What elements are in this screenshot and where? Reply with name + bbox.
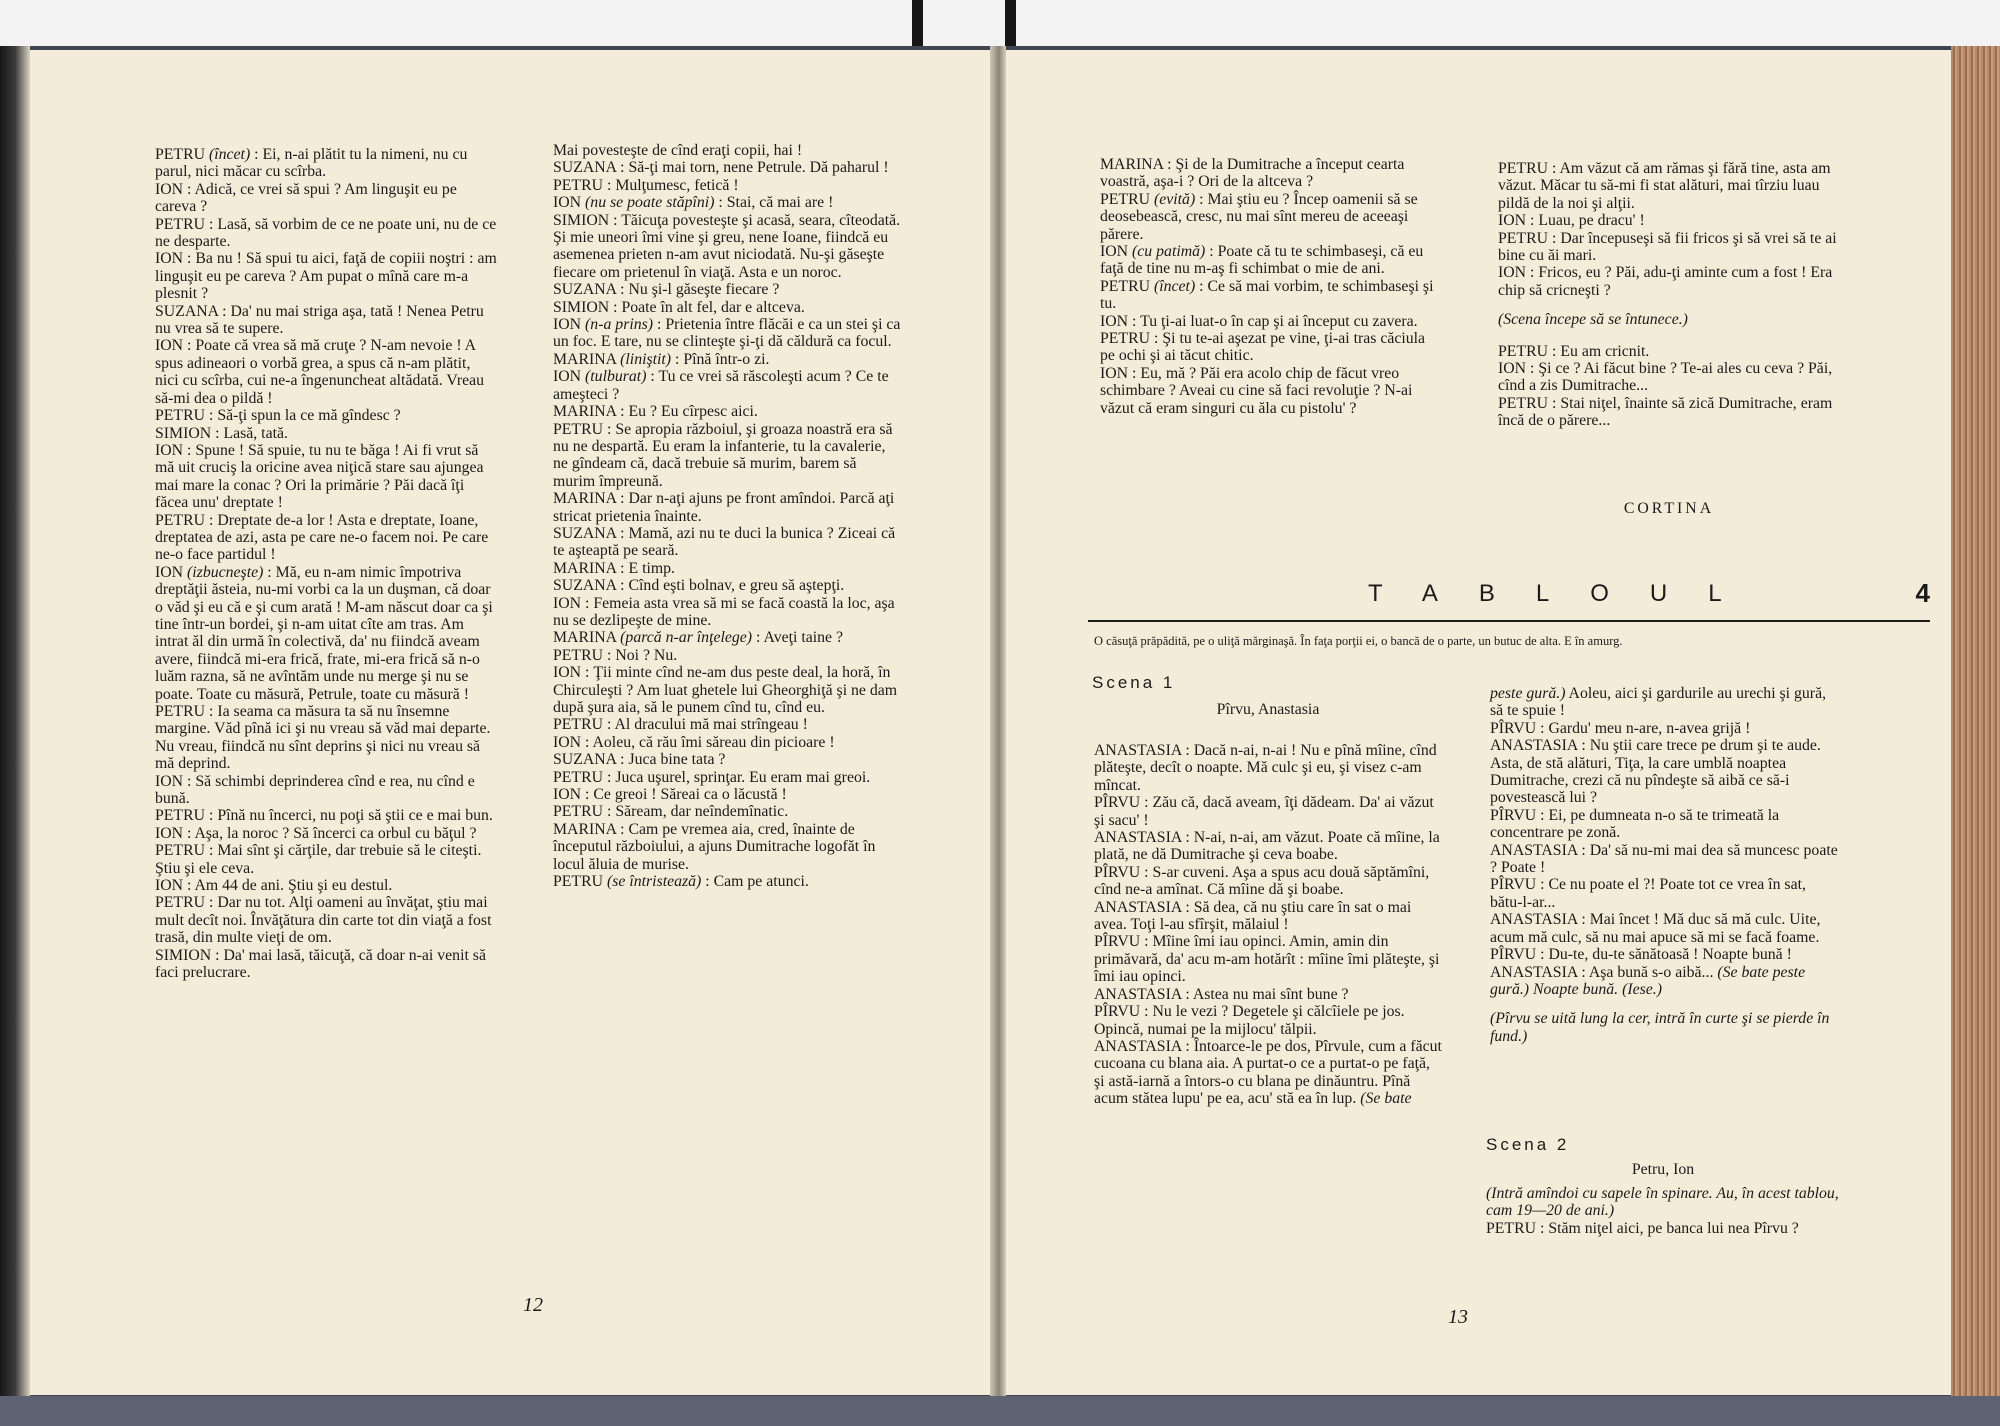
dialogue-line: PÎRVU : Nu le vezi ? Degetele şi călcîiele pe jos. Opincă, numai pe la mijlocu' tălpii. [1094,1003,1405,1038]
left-page-column-2 [553,142,901,890]
scanner-background-bottom [0,1396,2000,1426]
tableau-setting-description: O căsuţă prăpădită, pe o uliţă mărginaşă. În faţa porţii ei, o bancă de o parte, un butuc de alta. E în amurg. [1094,634,1623,648]
dialogue-line [1490,685,1840,720]
speaker-name: ION [155,563,184,581]
right-page-column-4 [1490,685,1840,1057]
speaker-name: ANASTASIA [1094,985,1182,1003]
speaker-name: MARINA [1100,156,1164,173]
speaker-name: PETRU [553,803,604,821]
speaker-name: PETRU [1498,342,1549,360]
dialogue-line: MARINA : Şi de la Dumitrache a început cearta voastră, aşa-i ? Ori de la altceva ? [1100,156,1405,191]
speaker-name: ANASTASIA [1490,841,1578,859]
dialogue-line: PÎRVU : Mîine îmi iau opinci. Amin, amin din primăvară, da' acu m-am hotărît : mîine îmi plăteşte, şi îmi iau opinci. [1094,933,1440,986]
dialogue-line: ANASTASIA : Dacă n-ai, n-ai ! Nu e pînă mîine, cînd plăteşte, decît o noapte. Mă culc şi eu, şi visez c-am mîncat. [1094,742,1437,794]
speaker-name: SUZANA [553,281,617,299]
speaker-name: ION [553,664,582,682]
line-text: Du-te, du-te sănătoasă ! Noapte bună ! [1548,946,1792,964]
speaker-name: PETRU [1100,190,1151,208]
line-text: Da' să nu-mi mai dea să muncesc poate ? Poate ! [1490,841,1838,877]
line-text: Dar nu tot. Alţi oameni au învăţat, ştiu mai mult decît noi. Învăţătura din carte tot din viaţă a fost trasă, din multe vieţi de om. [155,894,492,947]
line-text: Femeia asta vrea să mi se facă coastă la loc, aşa nu se dezlipeşte de mine. [553,594,895,629]
line-text: Am văzut că am rămas şi fără tine, asta am văzut. Măcar tu să-mi fi stat alături, mai tîrziu luau pildă de la noi şi alţii. [1498,160,1831,212]
speaker-name: MARINA [553,629,617,647]
line-text: Pînă nu încerci, nu poţi să ştii ce e mai bun. [217,807,493,825]
speaker-name: PÎRVU [1490,719,1537,737]
line-text: Zău că, dacă aveam, îţi dădeam. Da' ai văzut şi sacu' ! [1094,794,1434,829]
dialogue-line: SUZANA : Juca bine tata ? [553,751,726,769]
line-text: N-ai, n-ai, am văzut. Poate că mîine, la plată, ne dă Dumitrache şi ceva boabe. [1094,829,1440,864]
line-text: Lasă, să vorbim de ce ne poate uni, nu de ce ne desparte. [155,215,497,251]
stage-direction: (evită) [1153,190,1196,208]
dialogue-line: ION : Spune ! Să spuie, tu nu te băga ! Ai fi vrut să mă uit cruciş la oricine avea niţică stare sau ajungea mai mare la conac ? Ori la primărie ? Păi dacă îţi făcea unu' dreptate ! [155,441,484,512]
line-text: Să schimbi deprinderea cînd e rea, nu cînd e bună. [155,772,475,808]
dialogue-line: MARINA : Cam pe vremea aia, cred, înainte de începutul războiului, a ajuns Dumitrache logofăt în locul ăluia de murise. [553,820,876,873]
line-text: Şi de la Dumitrache a început cearta voastră, aşa-i ? Ori de la altceva ? [1100,156,1405,191]
left-page-column-1 [155,146,497,982]
binder-clip-left [912,0,923,46]
line-text: Şi ce ? Ai făcut bine ? Te-ai ales cu ceva ? Păi, cînd a zis Dumitrache... [1498,360,1833,395]
stage-direction: (Pîrvu se uită lung la cer, intră în curte şi se pierde în fund.) [1490,1010,1830,1045]
dialogue-line: MARINA (parcă n-ar înţelege) : Aveţi taine ? [553,629,844,647]
speaker-name: MARINA [553,490,617,508]
page-number-13: 13 [1448,1306,1468,1328]
line-text: Ce greoi ! Săreai ca o lăcustă ! [593,786,787,804]
dialogue-line: SIMION : Lasă, tată. [155,424,288,442]
line-text: Adică, ce vrei să spui ? Am linguşit eu pe careva ? [155,180,457,216]
speaker-name: MARINA [553,403,617,421]
dialogue-line: PETRU : Am văzut că am rămas şi fără tine, asta am văzut. Măcar tu să-mi fi stat alături, mai tîrziu luau pildă de la noi şi alţii. [1498,160,1831,212]
line-text: Aşa bună s-o aibă... [1588,963,1714,981]
line-text: Aoleu, că rău îmi săreau din picioare ! [592,733,835,751]
dialogue-line: ION : Eu, mă ? Păi era acolo chip de făcut vreo schimbare ? Aveai cu cine să faci revoluţie ? N-ai văzut că eram singuri cu ăla cu pistolu' ? [1100,364,1413,417]
line-text: Nu şi-l găseşte fiecare ? [628,281,780,299]
dialogue-line: ION : Şi ce ? Ai făcut bine ? Te-ai ales cu ceva ? Păi, cînd a zis Dumitrache... [1498,360,1833,395]
speaker-name: PÎRVU [1094,863,1141,881]
speaker-name: ION [155,180,184,198]
speaker-name: PETRU [1498,229,1549,247]
speaker-name: PETRU [553,716,604,734]
line-text: Cam pe atunci. [713,873,809,891]
dialogue-line: PETRU : Lasă, să vorbim de ce ne poate uni, nu de ce ne desparte. [155,215,497,251]
speaker-name: MARINA [553,559,617,577]
scene-1-header [1092,674,1444,719]
stage-direction: (încet) [208,146,251,163]
dialogue-line: SIMION : Poate în alt fel, dar e altceva. [553,298,805,316]
dialogue-line: ION (tulburat) : Tu ce vrei să răscoleşti acum ? Ce te ameşteci ? [553,368,889,403]
right-page-column-3 [1094,742,1444,1108]
dialogue-line: PETRU : Şi tu te-ai aşezat pe vine, ţi-ai tras căciula pe ochi şi ai tăcut chitic. [1100,330,1426,365]
speaker-name: PETRU [553,873,604,891]
speaker-name: PETRU [1498,394,1549,412]
dialogue-line: PETRU (evită) : Mai ştiu eu ? Încep oamenii să se deosebească, cresc, nu mai sînt mereu de aceeaşi părere. [1100,190,1418,243]
binder-clip-right [1005,0,1016,46]
line-text: Mă, eu n-am nimic împotriva dreptăţii ăsteia, nu-mi vorbi ca la un duşman, că doar o văd şi eu că e şi cum arată ! M-am născut doar ca şi tine într-un bordei, şi n-am uitat cîte am tras. Am intrat ăl din urmă în colectivă, da' nu fiindcă aveam avere, fiindcă mi-era frică, frate, mi-era frică să n-o luăm razna, să ne avîntăm unde nu merge şi nu se poate. Toate cu măsură, Petrule, toate cu măsură ! [155,563,493,703]
stage-direction: (parcă n-ar înţelege) [620,629,753,647]
dialogue-line: MARINA : Eu ? Eu cîrpesc aici. [553,403,758,421]
speaker-name: ION [553,786,582,804]
dialogue-line: PETRU : Mai sînt şi cărţile, dar trebuie să le citeşti. Ştiu şi ele ceva. [155,842,482,877]
tableau-number: 4 [1915,578,1930,608]
speaker-name: ANASTASIA [1094,898,1182,916]
dialogue-line: PETRU : Stai niţel, înainte să zică Dumitrache, eram încă de o părere... [1498,394,1833,430]
speaker-name: PÎRVU [1094,794,1141,812]
dialogue-line: ION : Să schimbi deprinderea cînd e rea, nu cînd e bună. [155,772,475,808]
speaker-name: ANASTASIA [1094,742,1182,759]
line-text: S-ar cuveni. Aşa a spus acu două săptămîni, cînd ne-a amînat. Că mîine dă şi boabe. [1094,863,1430,899]
line-text: Întoarce-le pe dos, Pîrvule, cum a făcut cucoana cu blana aia. A purtat-o ce a purtat-o pe faţă, şi astă-iarnă a întors-o cu blana pe dinăuntru. Pînă acum stătea lupu' pe ea, acu' stă ea în lup. [1094,1037,1442,1108]
line-text: Eu am cricnit. [1560,342,1650,360]
book-spine-edge-left [0,46,30,1396]
dialogue-line: SIMION : Da' mai lasă, tăicuţă, că doar n-ai venit să faci prelucrare. [155,946,486,982]
line-text: Lasă, tată. [223,424,288,442]
dialogue-line: PETRU : Să-ţi spun la ce mă gîndesc ? [155,407,401,425]
scene-2-block [1486,1136,1840,1237]
line-text: Ei, n-ai plătit tu la nimeni, nu cu parul, nici măcar cu scîrba. [155,146,468,181]
speaker-name: SIMION [155,424,212,442]
line-text: Dar începuseşi să fii fricos şi să vrei să te ai bine cu ăi mari. [1498,229,1837,265]
dialogue-line: PETRU : Ia seama ca măsura ta să nu însemne margine. Văd pînă ici şi nu vreau să văd mai departe. Nu vreau, fiindcă nu sînt deprins şi nici nu vreau să mă deprind. [155,703,491,773]
dialogue-line: ION : Fricos, eu ? Păi, adu-ţi aminte cum a fost ! Era chip să cricneşti ? [1498,264,1833,299]
speaker-name: ION [1100,312,1129,330]
speaker-name: SUZANA [553,159,617,177]
line-text: Cînd eşti bolnav, e greu să aştepţi. [628,577,845,595]
dialogue-line: ANASTASIA : Astea nu mai sînt bune ? [1094,985,1349,1003]
stage-direction: (Se bate peste gură.) Noapte bună. (Iese.) [1490,963,1806,998]
line-text: Aoleu, aici şi gardurile au urechi şi gură, să te spuie ! [1490,685,1827,720]
speaker-name: ION [1498,360,1527,378]
stage-direction: (Scena începe să se întunece.) [1498,311,1688,329]
line-text: Am 44 de ani. Ştiu şi eu destul. [194,877,393,895]
speaker-name: SIMION [155,946,212,964]
line-text: Fricos, eu ? Păi, adu-ţi aminte cum a fost ! Era chip să cricneşti ? [1498,264,1833,299]
speaker-name: PETRU [1100,330,1151,348]
line-text: Mai încet ! Mă duc să mă culc. Uite, acum mă culc, să nu mai apuce să mi se facă foame. [1490,911,1821,946]
speaker-name: SUZANA [553,577,617,595]
dialogue-line: ANASTASIA : N-ai, n-ai, am văzut. Poate că mîine, la plată, ne dă Dumitrache şi ceva boabe. [1094,829,1440,864]
speaker-name: ION [155,877,184,895]
line-text: Şi tu te-ai aşezat pe vine, ţi-ai tras căciula pe ochi şi ai tăcut chitic. [1100,330,1426,365]
dialogue-line: PETRU : Se apropia războiul, şi groaza noastră era să nu ne despartă. Eu eram la infanterie, tu la cavalerie, ne gîndeam că, dacă trebuie să murim, barem să murim împreună. [553,420,893,490]
scene-2-characters: Petru, Ion [1631,1161,1695,1179]
speaker-name: SUZANA [553,751,617,769]
dialogue-line: PETRU : Eu am cricnit. [1498,342,1650,360]
stage-direction: (izbucneşte) [187,563,264,581]
speaker-name: ION [155,824,184,842]
speaker-name: PETRU [155,807,206,825]
line-text: Eu, mă ? Păi era acolo chip de făcut vreo schimbare ? Aveai cu cine să faci revoluţie ? N-ai văzut că eram singuri cu ăla cu pistolu' ? [1100,364,1413,417]
speaker-name: ION [1100,243,1129,261]
line-text: Nu ştii care trece pe drum şi te aude. Asta, de stă alături, Tiţa, la care umblă noaptea Dumitrache, crezi că nu pîndeşte să aibă ce să-i povestească lui ? [1490,737,1821,807]
right-page-column-2 [1498,160,1840,430]
line-text: Aveţi taine ? [763,629,844,647]
speaker-name: ION [1498,264,1527,282]
dialogue-line: ION : Femeia asta vrea să mi se facă coastă la loc, aşa nu se dezlipeşte de mine. [553,594,895,629]
dialogue-line: PETRU : Noi ? Nu. [553,646,678,664]
line-text: Poate că vrea să mă cruţe ? N-am nevoie ! A spus adineaori o vorbă grea, a spus că n-am plătit, nici cu scîrba, cui ne-a îngenuncheat altădată. Vreau să-mi dea o pildă ! [155,337,485,407]
dialogue-line: PETRU : Dreptate de-a lor ! Asta e dreptate, Ioane, dreptatea de azi, asta pe care ne-o facem noi. Pe care ne-o face partidul ! [155,511,489,564]
line-text: Astea nu mai sînt bune ? [1192,985,1349,1003]
dialogue-line: ANASTASIA : Mai încet ! Mă duc să mă culc. Uite, acum mă culc, să nu mai apuce să mi se facă foame. [1490,911,1821,946]
speaker-name: PETRU [553,646,604,664]
line-text: Tu ce vrei să răscoleşti acum ? Ce te ameşteci ? [553,368,889,403]
stage-direction: (încet) [1153,277,1196,295]
line-text: Se apropia războiul, şi groaza noastră era să nu ne despartă. Eu eram la infanterie, tu la cavalerie, ne gîndeam că, dacă trebuie să murim, barem să murim împreună. [553,420,893,490]
dialogue-line: ION : Luau, pe dracu' ! [1498,212,1645,230]
line-text: Să dea, că nu ştiu care în sat o mai avea. Toţi l-au sfîrşit, mălaiul ! [1094,898,1412,934]
dialogue-line [553,142,901,159]
dialogue-line: PETRU : Dar începuseşi să fii fricos şi să vrei să te ai bine cu ăi mari. [1498,229,1837,265]
line-text: Mai sînt şi cărţile, dar trebuie să le citeşti. Ştiu şi ele ceva. [155,842,482,877]
speaker-name: PETRU [553,768,604,786]
line-text: Mîine îmi iau opinci. Amin, amin din primăvară, da' acu m-am hotărît : mîine îmi plăteşte, şi îmi iau opinci. [1094,933,1440,986]
stage-direction: (se întristează) [606,873,702,891]
dialogue-line: ION : Ce greoi ! Săreai ca o lăcustă ! [553,786,787,804]
dialogue-line: PETRU (încet) : Ei, n-ai plătit tu la nimeni, nu cu parul, nici măcar cu scîrba. [155,146,468,181]
line-text: Al dracului mă mai strîngeau ! [614,716,808,734]
speaker-name: MARINA [553,820,617,838]
stage-direction: (nu se poate stăpîni) [585,194,715,212]
dialogue-line: ION : Adică, ce vrei să spui ? Am linguşit eu pe careva ? [155,180,457,216]
speaker-name: ANASTASIA [1490,963,1578,981]
line-text: Ce să mai vorbim, te schimbaseşi şi tu. [1100,277,1434,313]
dialogue-line: PETRU (se întristează) : Cam pe atunci. [553,873,809,891]
speaker-name: PETRU [553,176,604,194]
dialogue-line: PETRU : Juca uşurel, sprinţar. Eu eram mai greoi. [553,768,871,786]
dialogue-line: SIMION : Tăicuţa povesteşte şi acasă, seara, cîteodată. Şi mie uneori îmi vine şi greu, nene Ioane, fiindcă eu asemenea prieten n-am avut niciodată. Nu-şi găseşte fiecare om prietenul în viaţă. Asta e un noroc. [553,211,901,281]
dialogue-line: SUZANA : Da' nu mai striga aşa, tată ! Nenea Petru nu vrea să te supere. [155,302,484,338]
line-text: Ei, pe dumneata n-o să te trimeată la concentrare pe zonă. [1490,806,1780,842]
dialogue-line: PETRU : Al dracului mă mai strîngeau ! [553,716,808,734]
dialogue-line: MARINA : Dar n-aţi ajuns pe front amîndoi. Parcă aţi stricat prietenia înainte. [553,490,895,525]
line-text: Mai ştiu eu ? Încep oamenii să se deosebească, cresc, nu mai sînt mereu de aceeaşi părere. [1100,190,1418,243]
dialogue-line: PÎRVU : Zău că, dacă aveam, îţi dădeam. Da' ai văzut şi sacu' ! [1094,794,1434,829]
speaker-name: ION [553,594,582,612]
line-text: Să-ţi mai torn, nene Petrule. Dă paharul ! [628,159,889,177]
line-text: Da' nu mai striga aşa, tată ! Nenea Petru nu vrea să te supere. [155,302,484,338]
dialogue-line: PETRU : Dar nu tot. Alţi oameni au învăţat, ştiu mai mult decît noi. Învăţătura din carte tot din viaţă a fost trasă, din multe vieţi de om. [155,894,492,947]
dialogue-line: ION : Tu ţi-ai luat-o în cap şi ai început cu zavera. [1100,312,1418,330]
speaker-name: PETRU [1486,1219,1537,1237]
line-text: Eu ? Eu cîrpesc aici. [628,403,758,421]
dialogue-line: PETRU (încet) : Ce să mai vorbim, te schimbaseşi şi tu. [1100,277,1434,313]
scene-1-heading: Scena 1 [1092,673,1176,692]
line-text: Mai povesteşte de cînd eraţi copii, hai ! [553,142,803,159]
line-text: Dacă n-ai, n-ai ! Nu e pînă mîine, cînd plăteşte, decît o noapte. Mă culc şi eu, şi visez c-am mîncat. [1094,742,1437,794]
speaker-name: ION [155,250,184,268]
dialogue-line: ION (cu patimă) : Poate că tu te schimbaseşi, că eu faţă de tine nu m-aş fi schimbat o mie de ani. [1100,243,1424,278]
line-text: Săream, dar neîndemînatic. [615,803,789,821]
book-gutter [990,46,1006,1396]
line-text: Prietenia între flăcăi e ca un stei şi ca un foc. E tare, nu se clinteşte şi-ţi dă căldură ca focul. [553,316,901,351]
line-text: Tu ţi-ai luat-o în cap şi ai început cu zavera. [1140,312,1418,330]
stage-direction: (Se bate [1360,1090,1412,1108]
speaker-name: PETRU [155,842,206,860]
speaker-name: PÎRVU [1094,933,1141,951]
speaker-name: PETRU [155,146,206,163]
speaker-name: ANASTASIA [1094,829,1182,847]
scene-1-characters: Pîrvu, Anastasia [1216,701,1320,719]
speaker-name: PÎRVU [1490,876,1537,894]
dialogue-line: ANASTASIA : Să dea, că nu ştiu care în sat o mai avea. Toţi l-au sfîrşit, mălaiul ! [1094,898,1412,934]
dialogue-line: PETRU : Săream, dar neîndemînatic. [553,803,789,821]
dialogue-line: SUZANA : Nu şi-l găseşte fiecare ? [553,281,780,299]
speaker-name: SUZANA [155,302,219,320]
speaker-name: PETRU [155,703,206,720]
speaker-name: PETRU [155,894,206,912]
line-text: Nu le vezi ? Degetele şi călcîiele pe jos. Opincă, numai pe la mijlocu' tălpii. [1094,1003,1405,1038]
speaker-name: ANASTASIA [1094,1037,1182,1055]
line-text: Da' mai lasă, tăicuţă, că doar n-ai venit să faci prelucrare. [155,946,486,982]
line-text: Dar n-aţi ajuns pe front amîndoi. Parcă aţi stricat prietenia înainte. [553,490,895,525]
line-text: Ia seama ca măsura ta să nu însemne margine. Văd pînă ici şi nu vreau să văd mai departe. Nu vreau, fiindcă nu sînt deprins şi nici nu vreau să mă deprind. [155,703,491,773]
dialogue-line: PETRU : Pînă nu încerci, nu poţi să ştii ce e mai bun. [155,807,493,825]
tableau-heading [1368,580,1930,610]
dialogue-line: ION (izbucneşte) : Mă, eu n-am nimic împotriva dreptăţii ăsteia, nu-mi vorbi ca la un duşman, că doar o văd şi eu că e şi cum arată ! M-am născut doar ca şi tine într-un bordei, şi n-am uitat cîte am tras. Am intrat ăl din urmă în colectivă, da' nu fiindcă aveam avere, fiindcă mi-era frică, frate, mi-era frică să n-o luăm razna, să ne avîntăm unde nu merge şi nu se poate. Toate cu măsură, Petrule, toate cu măsură ! [155,563,493,703]
speaker-name: ION [1498,212,1527,230]
speaker-name: PETRU [155,407,206,425]
line-text: Poate în alt fel, dar e altceva. [621,298,805,316]
line-text: Mamă, azi nu te duci la bunica ? Ziceai că te aşteaptă pe seară. [553,524,896,560]
dialogue-line: ANASTASIA : Da' să nu-mi mai dea să muncesc poate ? Poate ! [1490,841,1838,877]
line-text: Ba nu ! Să spui tu aici, faţă de copiii noştri : am linguşit eu pe careva ? Am pupat o mînă care m-a plesnit ? [155,250,497,303]
tableau-rule [1088,620,1930,622]
line-text: Ţii minte cînd ne-am dus peste deal, la horă, în Chirculeşti ? Am luat ghetele lui Gheorghiţă şi ne dam după şura aia, să le punem cînd tu, cînd eu. [553,664,898,716]
dialogue-line: ION : Am 44 de ani. Ştiu şi eu destul. [155,877,393,895]
line-text: Gardu' meu n-are, n-avea grijă ! [1548,719,1751,737]
speaker-name: SIMION [553,298,610,316]
speaker-name: ION [155,441,184,459]
scene-2-heading: Scena 2 [1486,1135,1570,1154]
dialogue-line: SUZANA : Mamă, azi nu te duci la bunica ? Ziceai că te aşteaptă pe seară. [553,524,896,560]
right-page-column-1 [1100,156,1442,417]
dialogue-line: ION (nu se poate stăpîni) : Stai, că mai are ! [553,194,834,212]
speaker-name: ION [1100,364,1129,382]
line-text: Stăm niţel aici, pe banca lui nea Pîrvu ? [1548,1219,1799,1237]
dialogue-line: ION : Aşa, la noroc ? Să încerci ca orbul cu băţul ? [155,824,477,842]
speaker-name: ANASTASIA [1490,737,1578,755]
line-text: Tăicuţa povesteşte şi acasă, seara, cîteodată. Şi mie uneori îmi vine şi greu, nene Ioane, fiindcă eu asemenea prieten n-am avut niciodată. Nu-şi găseşte fiecare om prietenul în viaţă. Asta e un noroc. [553,211,901,281]
stage-direction: (n-a prins) [585,316,654,334]
stage-direction: peste gură.) [1490,685,1566,702]
speaker-name: ANASTASIA [1490,911,1578,929]
dialogue-line [1490,1010,1840,1045]
speaker-name: PETRU [155,511,206,529]
dialogue-line: ION (n-a prins) : Prietenia între flăcăi e ca un stei şi ca un foc. E tare, nu se clinteşte şi-ţi dă căldură ca focul. [553,316,901,351]
line-text: Ce nu poate el ?! Poate tot ce vrea în sat, bătu-l-ar... [1490,876,1806,911]
speaker-name: PÎRVU [1094,1003,1141,1021]
tableau-title: TABLOUL [1368,580,1763,607]
line-text: Să-ţi spun la ce mă gîndesc ? [217,407,401,425]
line-text: Stai niţel, înainte să zică Dumitrache, eram încă de o părere... [1498,394,1833,430]
line-text: Poate că tu te schimbaseşi, că eu faţă de tine nu m-aş fi schimbat o mie de ani. [1100,243,1424,278]
dialogue-line: PÎRVU : Gardu' meu n-are, n-avea grijă ! [1490,719,1751,737]
dialogue-line: PETRU : Mulţumesc, fetică ! [553,176,739,194]
dialogue-line: ION : Ţii minte cînd ne-am dus peste deal, la horă, în Chirculeşti ? Am luat ghetele lui Gheorghiţă şi ne dam după şura aia, să le punem cînd tu, cînd eu. [553,664,898,716]
dialogue-line: ANASTASIA : Aşa bună s-o aibă... (Se bate peste gură.) Noapte bună. (Iese.) [1490,963,1806,998]
speaker-name: PÎRVU [1490,946,1537,964]
line-text: Cam pe vremea aia, cred, înainte de începutul războiului, a ajuns Dumitrache logofăt în locul ăluia de murise. [553,820,876,873]
stage-direction: (liniştit) [620,350,672,368]
speaker-name: PÎRVU [1490,806,1537,824]
book-page-edges-right [1951,46,2000,1396]
speaker-name: ION [553,316,582,334]
speaker-name: PETRU [553,420,604,438]
speaker-name: MARINA [553,350,617,368]
line-text: Juca uşurel, sprinţar. Eu eram mai greoi. [615,768,871,786]
line-text: Spune ! Să spuie, tu nu te băga ! Ai fi vrut să mă uit cruciş la oricine avea niţică stare sau ajungea mai mare la conac ? Ori la primărie ? Păi dacă îţi făcea unu' dreptate ! [155,441,484,512]
speaker-name: PETRU [155,215,206,233]
stage-direction: (tulburat) [585,368,647,386]
dialogue-line: PÎRVU : Ce nu poate el ?! Poate tot ce vrea în sat, bătu-l-ar... [1490,876,1806,911]
line-text: Noi ? Nu. [615,646,678,664]
dialogue-line: PÎRVU : Ei, pe dumneata n-o să te trimeată la concentrare pe zonă. [1490,806,1780,842]
dialogue-line: PETRU : Stăm niţel aici, pe banca lui nea Pîrvu ? [1486,1219,1799,1237]
curtain-text: CORTINA [1623,500,1715,517]
dialogue-line: ION : Aoleu, că rău îmi săreau din picioare ! [553,733,835,751]
speaker-name: ION [553,194,582,212]
dialogue-line: SUZANA : Cînd eşti bolnav, e greu să aştepţi. [553,577,845,595]
dialogue-line: ION : Ba nu ! Să spui tu aici, faţă de copiii noştri : am linguşit eu pe careva ? Am pupat o mînă care m-a plesnit ? [155,250,497,303]
dialogue-line: MARINA (liniştit) : Pînă într-o zi. [553,350,770,368]
dialogue-line: SUZANA : Să-ţi mai torn, nene Petrule. Dă paharul ! [553,159,889,177]
dialogue-line: ANASTASIA : Nu ştii care trece pe drum şi te aude. Asta, de stă alături, Tiţa, la care umblă noaptea Dumitrache, crezi că nu pîndeşte să aibă ce să-i povestească lui ? [1490,737,1821,807]
page-number-12: 12 [523,1294,543,1316]
speaker-name: ION [553,733,582,751]
speaker-name: ION [155,772,184,790]
dialogue-line: PÎRVU : Du-te, du-te sănătoasă ! Noapte bună ! [1490,946,1792,964]
dialogue-line: ION : Poate că vrea să mă cruţe ? N-am nevoie ! A spus adineaori o vorbă grea, a spus că n-am plătit, nici cu scîrba, cui ne-a îngenuncheat altădată. Vreau să-mi dea o pildă ! [155,337,485,407]
stage-direction: (cu patimă) [1132,243,1206,261]
speaker-name: SUZANA [553,524,617,542]
speaker-name: PETRU [1100,277,1151,295]
line-text: Luau, pe dracu' ! [1538,212,1645,230]
line-text: Pînă într-o zi. [683,350,770,368]
scene-2-stage-direction: (Intră amîndoi cu sapele în spinare. Au, în acest tablou, cam 19—20 de ani.) [1486,1184,1839,1220]
dialogue-line [1498,311,1840,328]
line-text: Mulţumesc, fetică ! [615,176,739,194]
line-text: E timp. [628,559,676,577]
line-text: Aşa, la noroc ? Să încerci ca orbul cu băţul ? [194,824,477,842]
line-text: Juca bine tata ? [628,751,726,769]
dialogue-line: PÎRVU : S-ar cuveni. Aşa a spus acu două săptămîni, cînd ne-a amînat. Că mîine dă şi boabe. [1094,863,1430,899]
scanner-background-top [0,0,2000,46]
speaker-name: ION [155,337,184,355]
dialogue-line: MARINA : E timp. [553,559,676,577]
speaker-name: SIMION [553,211,610,229]
speaker-name: ION [553,368,582,386]
line-text: Stai, că mai are ! [726,194,834,212]
dialogue-line: ANASTASIA : Întoarce-le pe dos, Pîrvule, cum a făcut cucoana cu blana aia. A purtat-o ce a purtat-o pe faţă, şi astă-iarnă a întors-o cu blana pe dinăuntru. Pînă acum stătea lupu' pe ea, acu' stă ea în lup. (Se bate [1094,1037,1442,1108]
speaker-name: PETRU [1498,160,1549,177]
line-text: Dreptate de-a lor ! Asta e dreptate, Ioane, dreptatea de azi, asta pe care ne-o facem noi. Pe care ne-o face partidul ! [155,511,489,564]
